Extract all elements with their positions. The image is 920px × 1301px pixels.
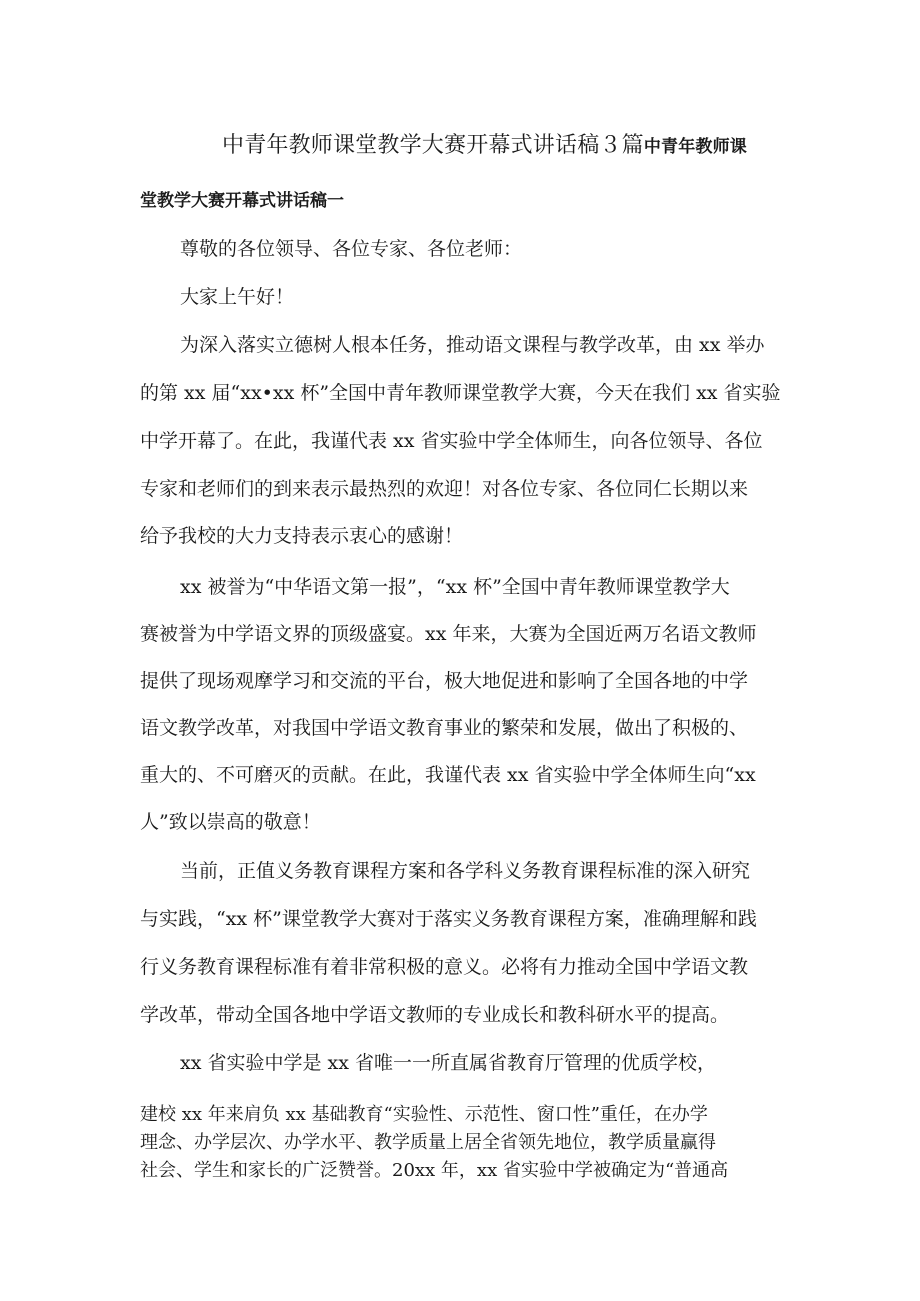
paragraph-line: 人”致以崇高的敬意！ xyxy=(140,811,321,833)
paragraph-line: 理念、办学层次、办学水平、教学质量上居全省领先地位，教学质量赢得 xyxy=(140,1132,716,1153)
paragraph-line: 中学开幕了。在此，我谨代表 xx 省实验中学全体师生，向各位领导、各位 xyxy=(140,430,763,452)
paragraph-line: 大家上午好！ xyxy=(180,286,295,308)
paragraph-line: 社会、学生和家长的广泛赞誉。20xx 年，xx 省实验中学被确定为“普通高 xyxy=(140,1160,729,1181)
paragraph-line: 行义务教育课程标准有着非常积极的意义。必将有力推动全国中学语文教 xyxy=(140,956,749,978)
paragraph-line: 为深入落实立德树人根本任务，推动语文课程与教学改革，由 xx 举办 xyxy=(180,334,765,356)
paragraph-line: xx 被誉为“中华语文第一报”，“xx 杯”全国中青年教师课堂教学大 xyxy=(180,576,730,598)
paragraph-line: 的第 xx 届“xx•xx 杯”全国中青年教师课堂教学大赛，今天在我们 xx 省实验 xyxy=(140,382,781,404)
title-tail: 中青年教师课 xyxy=(643,137,748,157)
paragraph-line: 重大的、不可磨灭的贡献。在此，我谨代表 xx 省实验中学全体师生向“xx xyxy=(140,764,756,786)
paragraph-line: 与实践，“xx 杯”课堂教学大赛对于落实义务教育课程方案，准确理解和践 xyxy=(140,908,757,930)
paragraph-line: 建校 xx 年来肩负 xx 基础教育“实验性、示范性、窗口性”重任，在办学 xyxy=(140,1104,708,1125)
paragraph-line: 给予我校的大力支持表示衷心的感谢！ xyxy=(140,525,464,547)
paragraph-line: 赛被誉为中学语文界的顶级盛宴。xx 年来，大赛为全国近两万名语文教师 xyxy=(140,623,757,645)
paragraph-line: 尊敬的各位领导、各位专家、各位老师： xyxy=(180,238,523,260)
paragraph-line: xx 省实验中学是 xx 省唯一一所直属省教育厅管理的优质学校， xyxy=(180,1052,716,1074)
paragraph-line: 提供了现场观摩学习和交流的平台，极大地促进和影响了全国各地的中学 xyxy=(140,670,749,692)
document-title xyxy=(222,128,747,159)
paragraph-line: 当前，正值义务教育课程方案和各学科义务教育课程标准的深入研究 xyxy=(180,860,751,882)
document-subtitle: 堂教学大赛开幕式讲话稿一 xyxy=(140,191,344,211)
title-main: 中青年教师课堂教学大赛开幕式讲话稿３篇 xyxy=(222,133,644,158)
paragraph-line: 学改革，带动全国各地中学语文教师的专业成长和教科研水平的提高。 xyxy=(140,1004,730,1026)
paragraph-line: 专家和老师们的到来表示最热烈的欢迎！对各位专家、各位同仁长期以来 xyxy=(140,478,749,500)
paragraph-line: 语文教学改革，对我国中学语文教育事业的繁荣和发展，做出了积极的、 xyxy=(140,717,749,739)
